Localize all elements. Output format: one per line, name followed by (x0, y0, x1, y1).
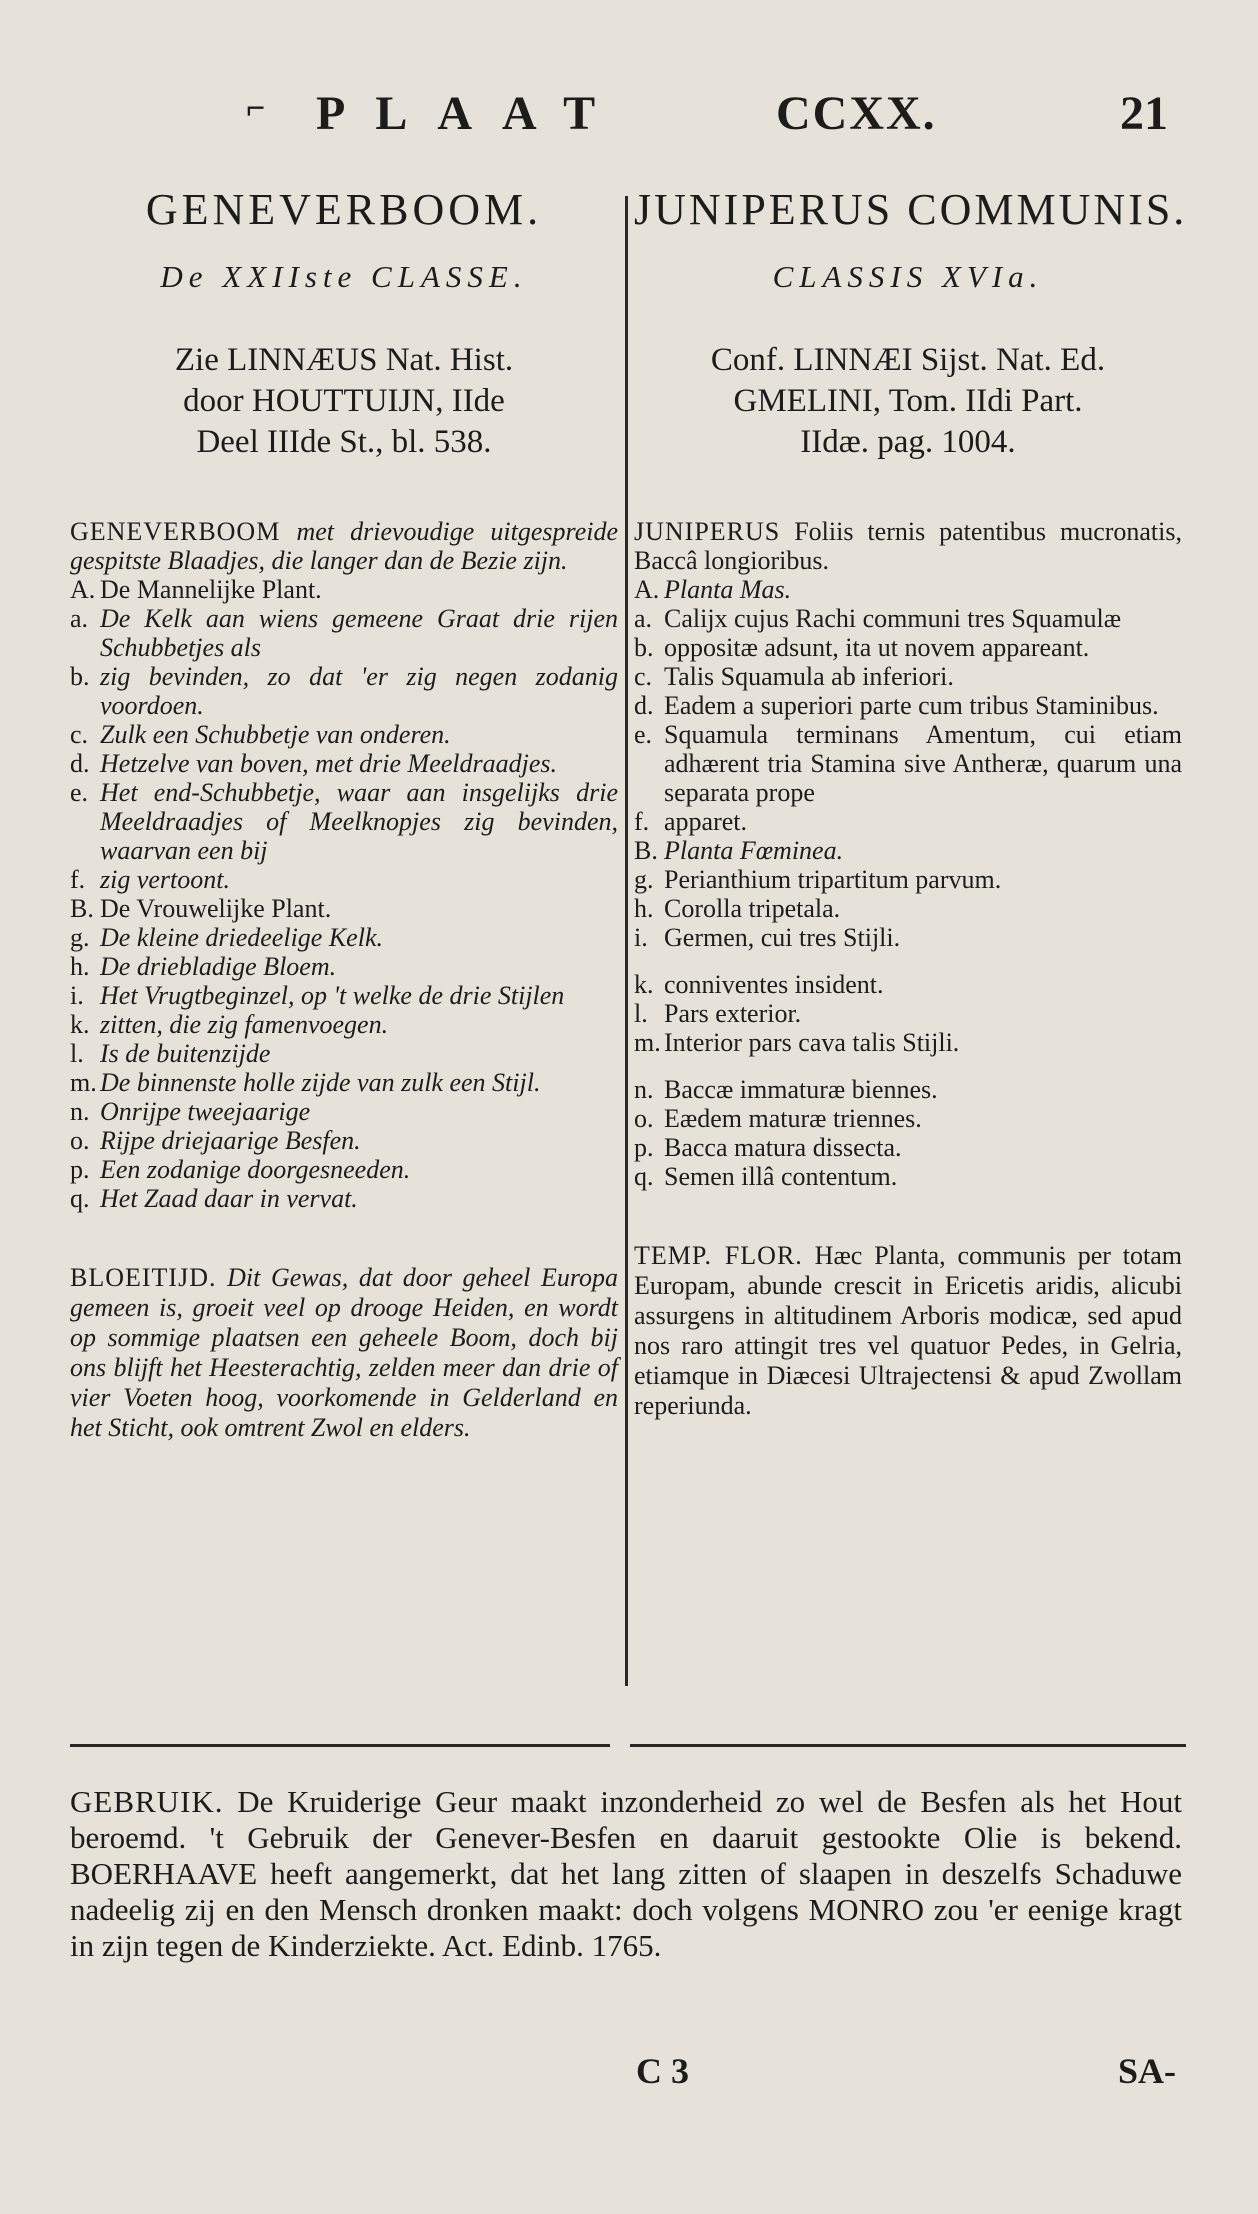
entry-letter: p. (70, 1155, 90, 1184)
legend-entry (70, 1039, 618, 1068)
entry-letter: m. (70, 1068, 97, 1097)
entry-text: Corolla tripetala. (664, 894, 841, 923)
entry-letter: h. (634, 894, 654, 923)
entry-letter: f. (70, 865, 86, 894)
entry-letter: f. (634, 807, 650, 836)
entry-letter: h. (70, 952, 90, 981)
entry-text: Is de buitenzijde (100, 1039, 271, 1068)
signature-mark: C 3 (636, 2051, 689, 2091)
legend-entry (634, 807, 1182, 836)
dutch-column (70, 180, 618, 1443)
entry-letter: m. (634, 1028, 661, 1057)
entry-text: Germen, cui tres Stijli. (664, 923, 901, 952)
flowering-text: Hæc Planta, communis per totam Europam, abunde crescit in Ericetis aridis, alicubi assurgens in altitudinem Arboris modicæ, sed apud nos raro attingit tres vel quatuor Pedes, in Gelria, etiamque in Diæcesi Ultrajectensi & apud Zwollam reperiunda. (634, 1241, 1183, 1420)
entry-letter: q. (634, 1162, 654, 1191)
entry-letter: a. (634, 604, 653, 633)
legend-entry (70, 1010, 618, 1039)
entry-text: De binnenste holle zijde van zulk een Stijl. (100, 1068, 541, 1097)
legend-entry (634, 633, 1182, 662)
entry-letter: A. (634, 575, 660, 604)
legend-entry (70, 981, 618, 1010)
legend-entry (634, 1028, 1182, 1057)
entry-text: Eædem maturæ triennes. (664, 1104, 922, 1133)
latin-class: CLASSIS XVIa. (772, 259, 1044, 294)
usage-text: De Kruiderige Geur maakt inzonderheid zo wel de Besfen als het Hout beroemd. 't Gebruik der Genever-Besfen en daaruit gestookte Olie is bekend. BOERHAAVE heeft aangemerkt, dat het lang zitten of slaapen in deszelfs Schaduwe nadeelig zij en den Mensch dronken maakt: doch volgens MONRO zou 'er eenige kragt in zijn tegen de Kinderziekte. Act. Edinb. 1765. (70, 1784, 1183, 1963)
section-rule (630, 1744, 1186, 1747)
entry-text: Eadem a superiori parte cum tribus Staminibus. (664, 691, 1159, 720)
latin-reference (634, 340, 1182, 463)
legend-gap (634, 1057, 1182, 1075)
entry-text: Interior pars cava talis Stijli. (664, 1028, 960, 1057)
entry-letter: l. (634, 999, 648, 1028)
entry-letter: p. (634, 1133, 654, 1162)
legend-gap (634, 952, 1182, 970)
legend-entry (634, 575, 1182, 604)
section-rule (70, 1744, 610, 1747)
entry-letter: B. (634, 836, 658, 865)
reference-line: Deel IIIde St., bl. 538. (196, 424, 492, 460)
entry-letter: a. (70, 604, 89, 633)
flowering-text: Dit Gewas, dat door geheel Europa gemeen is, groeit veel op drooge Heiden, en wordt op sommige plaatsen een geheele Boom, doch bij ons blijft het Heesterachtig, zelden meer dan drie of vier Voeten hoog, voorkomende in Gelderland en het Sticht, ook omtrent Zwol en elders. (70, 1263, 618, 1442)
entry-text: Onrijpe tweejaarige (100, 1097, 311, 1126)
entry-text: De Kelk aan wiens gemeene Graat drie rijen Schubbetjes als (100, 604, 618, 662)
entry-text: Het end-Schubbetje, waar aan insgelijks drie Meeldraadjes of Meelknopjes zig bevinden, waarvan een bij (100, 778, 618, 865)
page-number: 21 (1120, 87, 1168, 140)
legend-entry (634, 999, 1182, 1028)
legend-entry (70, 575, 618, 604)
latin-flowering-time (634, 1241, 1182, 1421)
dutch-reference (70, 340, 618, 463)
dutch-title: GENEVERBOOM. (145, 185, 543, 234)
legend-entry (634, 662, 1182, 691)
entry-letter: l. (70, 1039, 84, 1068)
entry-text: Planta Mas. (664, 575, 792, 604)
entry-text: Het Zaad daar in vervat. (100, 1184, 358, 1213)
legend-entry (70, 865, 618, 894)
latin-description (634, 517, 1182, 575)
printer-mark: ⌐ (246, 90, 266, 127)
legend-entry (70, 1126, 618, 1155)
description-text: met drievoudige uitgespreide gespitste Blaadjes, die langer dan de Bezie zijn. (70, 517, 618, 575)
legend-entry (70, 749, 618, 778)
entry-text: Hetzelve van boven, met drie Meeldraadjes. (100, 749, 558, 778)
reference-line: IIdæ. pag. 1004. (800, 424, 1016, 460)
legend-entry (634, 691, 1182, 720)
legend-entry (70, 720, 618, 749)
entry-text: Bacca matura dissecta. (664, 1133, 902, 1162)
entry-text: Pars exterior. (664, 999, 802, 1028)
entry-letter: b. (70, 662, 90, 691)
species-name: JUNIPERUS (634, 517, 781, 546)
dutch-class: De XXIIste CLASSE. (160, 259, 528, 294)
plate-label: PLAAT (316, 87, 626, 140)
dutch-plate-legend (70, 517, 618, 1213)
reference-line: Conf. LINNÆI Sijst. Nat. Ed. (710, 342, 1106, 378)
entry-letter: g. (634, 865, 654, 894)
plate-number: CCXX. (776, 87, 937, 140)
legend-entry (634, 836, 1182, 865)
entry-letter: d. (70, 749, 90, 778)
entry-text: Squamula terminans Amentum, cui etiam adhærent tria Stamina sive Antheræ, quarum una separata prope (664, 720, 1182, 807)
species-name: GENEVERBOOM (70, 517, 281, 546)
legend-entry (70, 952, 618, 981)
entry-letter: n. (70, 1097, 90, 1126)
entry-letter: k. (70, 1010, 90, 1039)
legend-entry (634, 1162, 1182, 1191)
legend-entry (634, 604, 1182, 633)
legend-entry (70, 1155, 618, 1184)
legend-entry (634, 720, 1182, 807)
legend-entry (70, 778, 618, 865)
entry-letter: B. (70, 894, 94, 923)
dutch-description (70, 517, 618, 575)
legend-entry (70, 662, 618, 720)
legend-entry (634, 923, 1182, 952)
entry-text: De Mannelijke Plant. (100, 575, 322, 604)
running-head (0, 86, 1258, 146)
legend-entry (70, 923, 618, 952)
description-text: Foliis ternis patentibus mucronatis, Baccâ longioribus. (634, 517, 1182, 575)
flowering-head: BLOEITIJD. (70, 1263, 217, 1292)
legend-entry (634, 1133, 1182, 1162)
reference-line: GMELINI, Tom. IIdi Part. (733, 383, 1083, 419)
legend-entry (634, 970, 1182, 999)
legend-entry (634, 1104, 1182, 1133)
legend-entry (70, 1184, 618, 1213)
reference-line: door HOUTTUIJN, IIde (183, 383, 505, 419)
entry-text: zitten, die zig famenvoegen. (100, 1010, 389, 1039)
entry-letter: n. (634, 1075, 654, 1104)
flowering-head: TEMP. FLOR. (634, 1241, 803, 1270)
legend-entry (70, 1097, 618, 1126)
entry-text: apparet. (664, 807, 748, 836)
entry-text: Semen illâ contentum. (664, 1162, 898, 1191)
latin-column (634, 180, 1188, 1421)
entry-letter: c. (70, 720, 89, 749)
entry-letter: e. (634, 720, 653, 749)
entry-text: conniventes insident. (664, 970, 884, 999)
entry-text: Calijx cujus Rachi communi tres Squamulæ (664, 604, 1122, 633)
entry-text: Rijpe driejaarige Besfen. (100, 1126, 361, 1155)
entry-text: oppositæ adsunt, ita ut novem appareant. (664, 633, 1090, 662)
entry-letter: k. (634, 970, 654, 999)
entry-text: Perianthium tripartitum parvum. (664, 865, 1002, 894)
entry-letter: i. (70, 981, 84, 1010)
latin-plate-legend (634, 517, 1182, 1191)
entry-letter: o. (70, 1126, 90, 1155)
entry-text: Een zodanige doorgesneeden. (100, 1155, 411, 1184)
legend-entry (634, 865, 1182, 894)
catchword: SA- (1118, 2051, 1177, 2091)
entry-letter: i. (634, 923, 648, 952)
entry-text: Baccæ immaturæ biennes. (664, 1075, 938, 1104)
usage-paragraph (70, 1784, 1182, 1964)
latin-title: JUNIPERUS COMMUNIS. (634, 185, 1188, 234)
legend-entry (634, 894, 1182, 923)
entry-letter: b. (634, 633, 654, 662)
entry-letter: e. (70, 778, 89, 807)
reference-line: Zie LINNÆUS Nat. Hist. (174, 342, 514, 378)
entry-text: Planta Fœminea. (664, 836, 844, 865)
entry-text: De Vrouwelijke Plant. (100, 894, 332, 923)
entry-letter: o. (634, 1104, 654, 1133)
entry-letter: g. (70, 923, 90, 952)
entry-letter: d. (634, 691, 654, 720)
entry-text: De driebladige Bloem. (100, 952, 337, 981)
entry-text: Zulk een Schubbetje van onderen. (100, 720, 451, 749)
entry-text: Talis Squamula ab inferiori. (664, 662, 954, 691)
legend-entry (70, 894, 618, 923)
legend-entry (70, 1068, 618, 1097)
dutch-flowering-time (70, 1263, 618, 1443)
entry-letter: A. (70, 575, 96, 604)
usage-head: GEBRUIK. (70, 1784, 224, 1819)
legend-entry (634, 1075, 1182, 1104)
entry-letter: q. (70, 1184, 90, 1213)
entry-text: zig vertoont. (100, 865, 230, 894)
entry-text: zig bevinden, zo dat 'er zig negen zodanig voordoen. (100, 662, 618, 720)
column-divider (625, 196, 628, 1686)
entry-text: De kleine driedeelige Kelk. (100, 923, 383, 952)
legend-entry (70, 604, 618, 662)
entry-text: Het Vrugtbeginzel, op 't welke de drie Stijlen (100, 981, 565, 1010)
entry-letter: c. (634, 662, 653, 691)
